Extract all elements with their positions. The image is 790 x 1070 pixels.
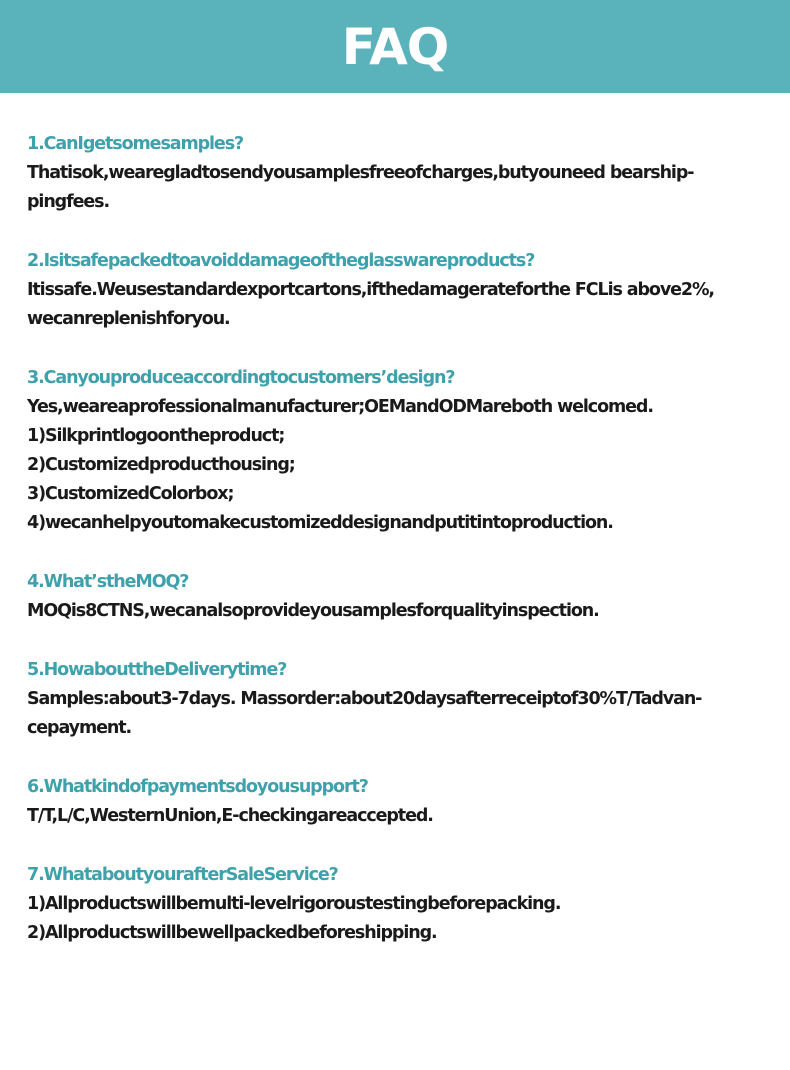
faq-item-6 <box>27 773 767 831</box>
faq-item-2 <box>27 247 767 334</box>
faq-header-banner <box>0 0 790 93</box>
faq-answer-line: 2)Customizedproducthousing; <box>27 455 295 475</box>
faq-answer-line: 2)Allproductswillbewellpackedbeforeshipping. <box>27 923 437 943</box>
faq-answer-line: wecanreplenishforyou. <box>27 309 230 329</box>
faq-answer-line: pingfees. <box>27 192 110 212</box>
faq-answer-line: cepayment. <box>27 718 132 738</box>
faq-question: 5.HowabouttheDeliverytime? <box>27 660 287 680</box>
faq-item-5 <box>27 656 767 743</box>
page-title: FAQ <box>341 17 449 76</box>
faq-answer-line: T/T,L/C,WesternUnion,E-checkingareaccepted. <box>27 806 433 826</box>
faq-question: 4.What’stheMOQ? <box>27 572 189 592</box>
faq-list <box>27 130 767 978</box>
faq-item-4 <box>27 568 767 626</box>
faq-answer-line: 1)Allproductswillbemulti-levelrigoroustestingbeforepacking. <box>27 894 561 914</box>
faq-answer-line: 1)Silkprintlogoontheproduct; <box>27 426 285 446</box>
faq-answer-line: Yes,weareaprofessionalmanufacturer;OEMandODMareboth welcomed. <box>27 397 653 417</box>
faq-question: 2.Isitsafepackedtoavoiddamageoftheglasswareproducts? <box>27 251 535 271</box>
faq-question: 7.WhataboutyourafterSaleService? <box>27 865 338 885</box>
faq-answer-line: Samples:about3-7days. Massorder:about20daysafterreceiptof30%T/Tadvan- <box>27 689 702 709</box>
faq-question: 1.CanIgetsomesamples? <box>27 134 244 154</box>
faq-answer-line: Thatisok,wearegladtosendyousamplesfreeofcharges,butyouneed bearship- <box>27 163 694 183</box>
faq-question: 6.Whatkindofpaymentsdoyousupport? <box>27 777 368 797</box>
faq-answer-line: 4)wecanhelpyoutomakecustomizeddesignandputitintoproduction. <box>27 513 613 533</box>
faq-item-7 <box>27 861 767 948</box>
faq-answer-line: Itissafe.Weusestandardexportcartons,ifthedamagerateforthe FCLis above2%, <box>27 280 714 300</box>
faq-item-3 <box>27 364 767 538</box>
faq-answer-line: MOQis8CTNS,wecanalsoprovideyousamplesforqualityinspection. <box>27 601 599 621</box>
faq-item-1 <box>27 130 767 217</box>
faq-answer-line: 3)CustomizedColorbox; <box>27 484 234 504</box>
faq-question: 3.Canyouproduceaccordingtocustomers’design? <box>27 368 455 388</box>
